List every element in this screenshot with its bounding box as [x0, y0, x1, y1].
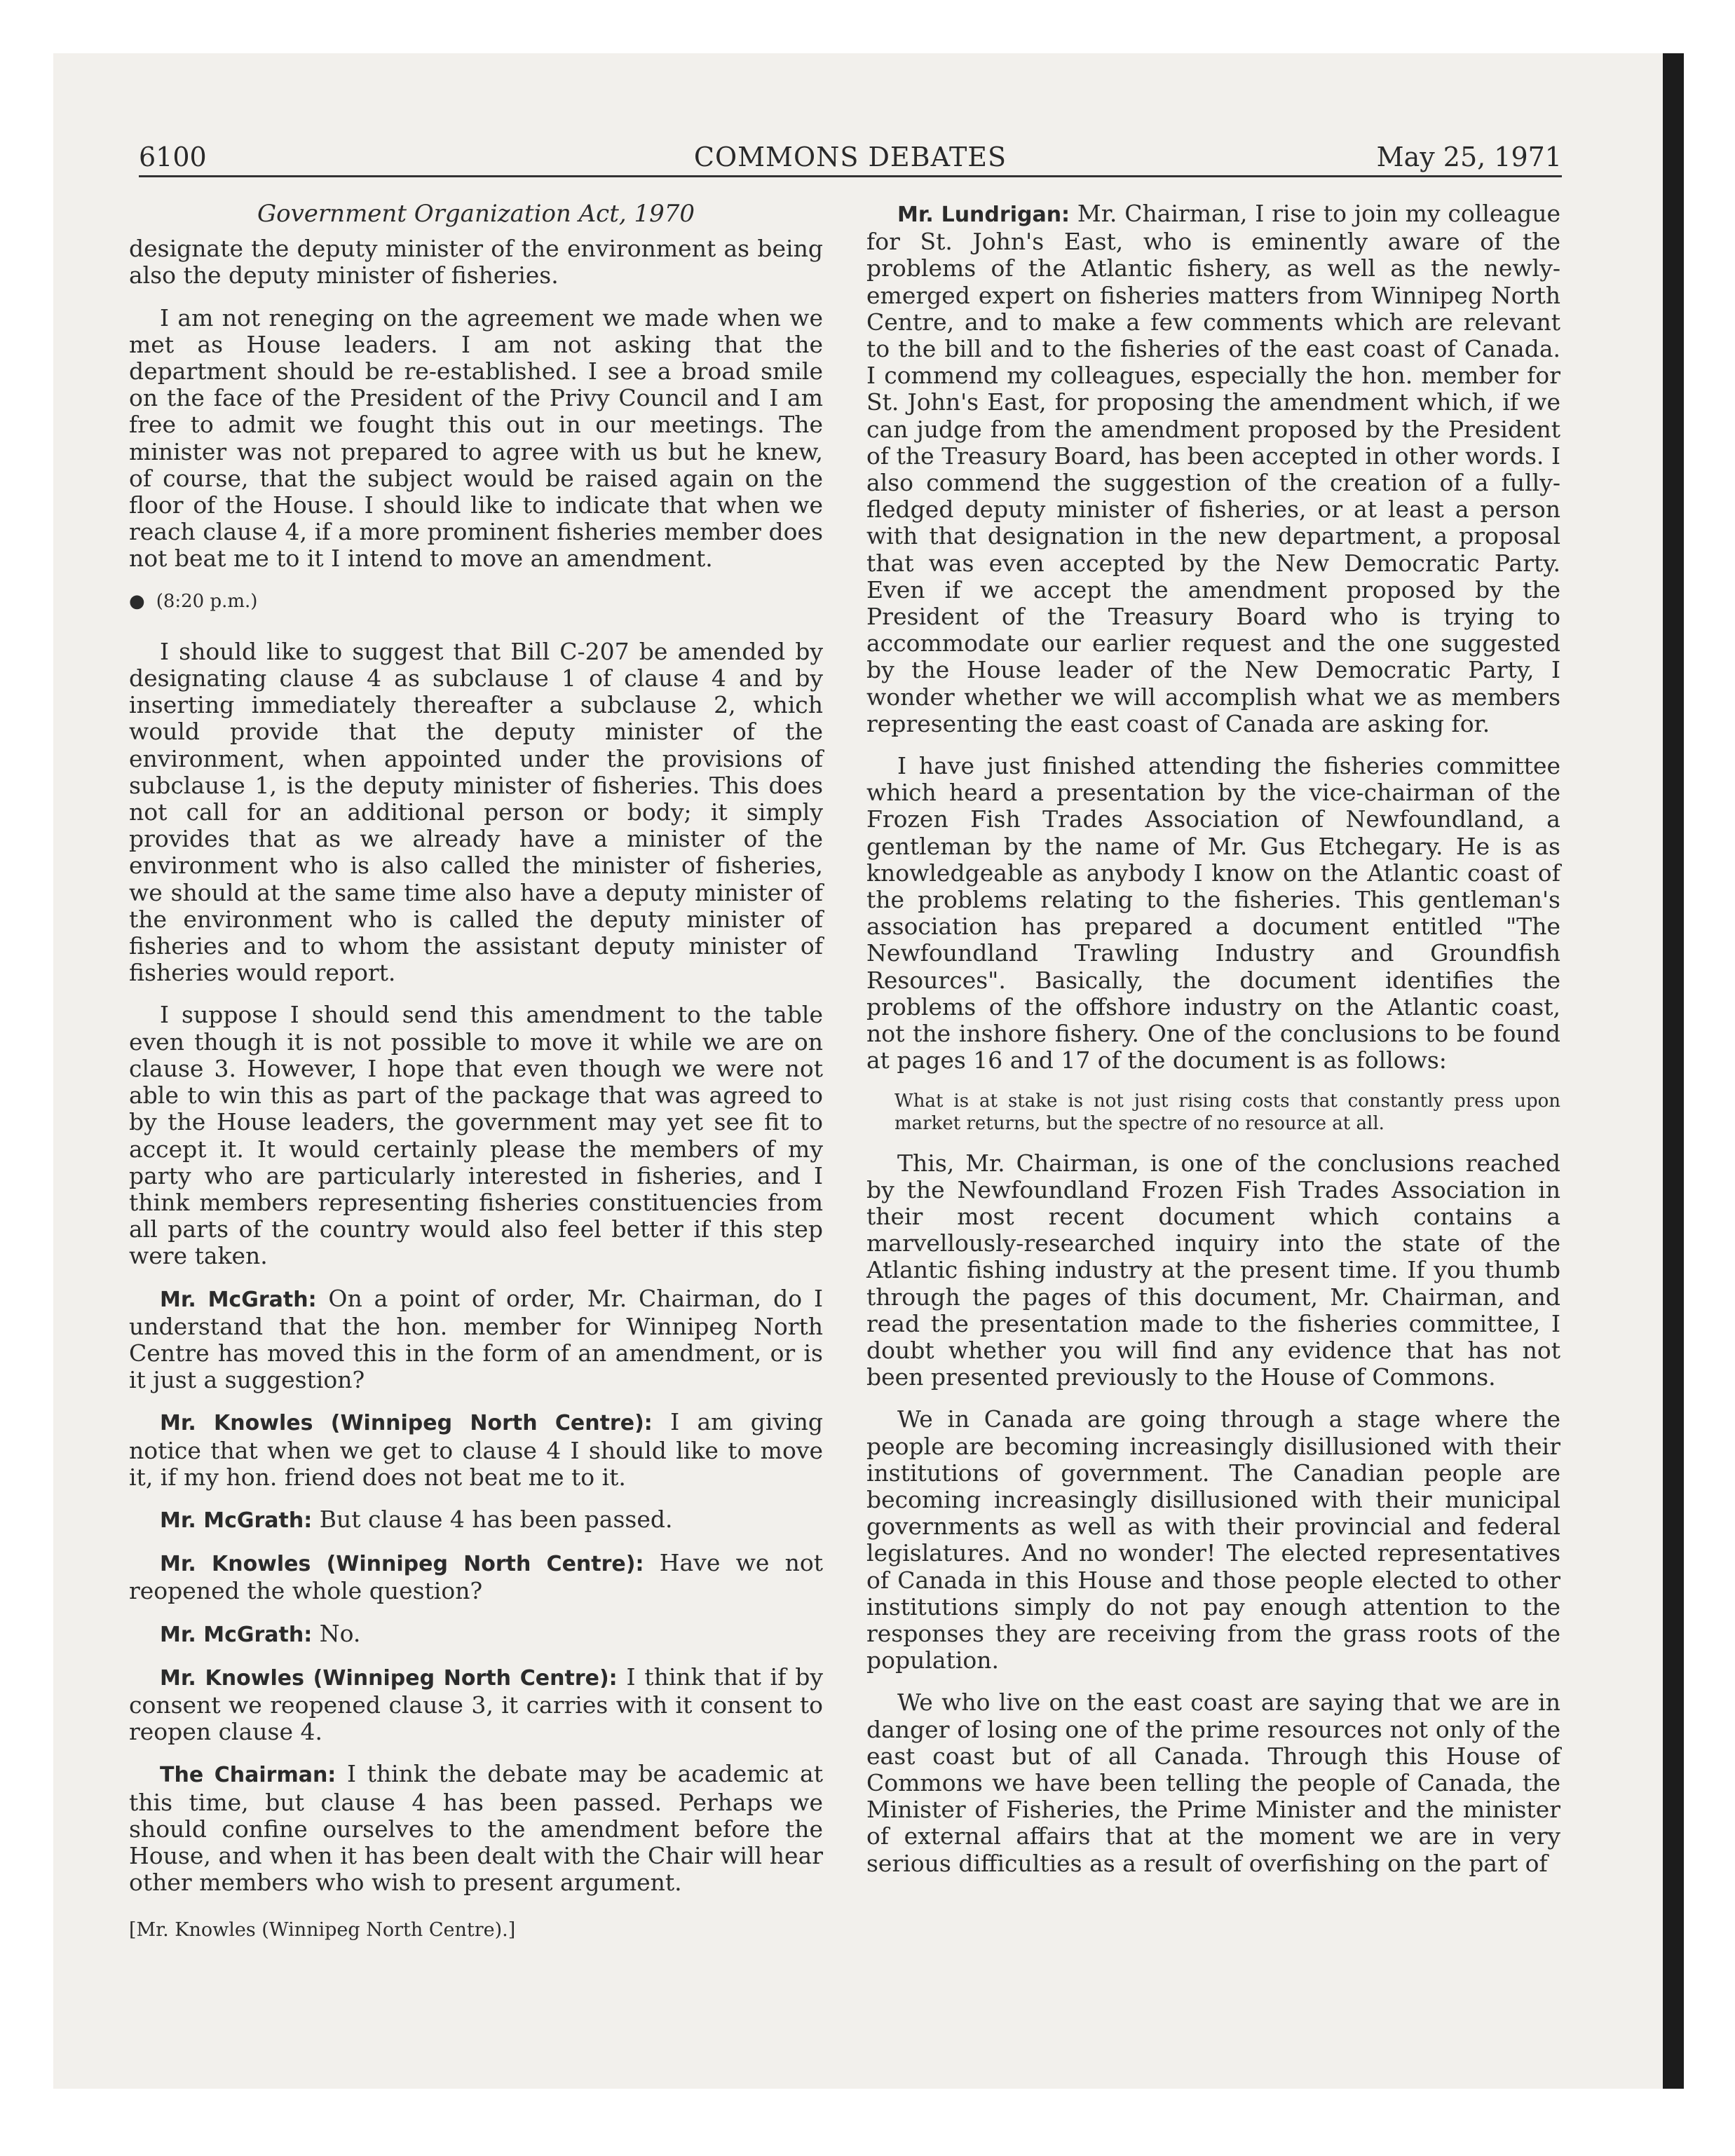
speech [129, 1761, 823, 1896]
left-column [129, 200, 823, 1944]
speech-text: Have we not reopened the whole question? [129, 1549, 823, 1605]
running-title: COMMONS DEBATES [693, 142, 1007, 172]
speech-text: Mr. Chairman, I rise to join my colleague for St. John's East, who is eminently aware of the problems of the Atlantic fishery, as well as the newly-emerged expert on fisheries matters from Winnipeg North Centre, and to make a few comments which are relevant to the bill and to the fisheries of the east coast of Canada. I commend my colleagues, especially the hon. member for St. John's East, for proposing the amendment which, if we can judge from the amendment proposed by the President of the Treasury Board, has been accepted in other words. I also commend the suggestion of the creation of a fully-fledged deputy minister of fisheries, or at least a person with that designation in the new department, a proposal that was even accepted by the New Democratic Party. Even if we accept the amendment proposed by the President of the Treasury Board who is trying to accommodate our earlier request and the one suggested by the House leader of the New Democratic Party, I wonder whether we will accomplish what we as members representing the east coast of Canada are asking for. [866, 200, 1560, 737]
speech [129, 1550, 823, 1604]
paragraph: I am not reneging on the agreement we made when we met as House leaders. I am not asking that the department should be re-established. I see a broad smile on the face of the President of the Privy Council and I am free to admit we fought this out in our meetings. The minister was not prepared to agree with us but he knew, of course, that the subject would be raised again on the floor of the House. I should like to indicate that when we reach clause 4, if a more prominent fisheries member does not beat me to it I intend to move an amendment. [129, 303, 823, 573]
speaker-name: Mr. Lundrigan: [897, 203, 1070, 227]
speaker-name: Mr. Knowles (Winnipeg North Centre): [160, 1665, 618, 1691]
speech-text: I think that if by consent we reopened clause 3, it carries with it consent to reopen clause 4. [129, 1663, 823, 1746]
speaker-name: Mr. McGrath: [160, 1622, 313, 1647]
page-number: 6100 [139, 142, 207, 172]
speech-text: But clause 4 has been passed. [312, 1505, 673, 1533]
paragraph: I suppose I should send this amendment to the table even though it is not possible to move it while we are on clause 3. However, I hope that even though we were not able to win this as part of the package that was agreed to by the House leaders, the government may yet see fit to accept it. It would certainly please the members of my party who are particularly interested in fisheries, and I think members representing fisheries constituencies from all parts of the country would also feel better if this step were taken. [129, 1001, 823, 1270]
speech [129, 1285, 823, 1394]
paragraph: designate the deputy minister of the environment as being also the deputy minister of fisheries. [129, 235, 823, 289]
paragraph: I should like to suggest that Bill C-207 be amended by designating clause 4 as subclause 1 of clause 4 and by inserting immediately thereafter a subclause 2, which would provide that the deputy minister of the environment, when appointed under the provisions of subclause 1, is the deputy minister of fisheries. This does not call for an additional person or body; it simply provides that as we already have a minister of the environment who is also called the minister of fisheries, we should at the same time also have a deputy minister of the environment who is called the deputy minister of fisheries and to whom the assistant deputy minister of fisheries would report. [129, 637, 823, 987]
right-column [866, 200, 1560, 1892]
speaker-name: The Chairman: [160, 1763, 336, 1788]
section-title: Government Organization Act, 1970 [257, 200, 695, 228]
speech [129, 1506, 823, 1534]
timestamp-text: (8:20 p.m.) [156, 590, 258, 612]
speaker-footer: [Mr. Knowles (Winnipeg North Centre).] [129, 1919, 516, 1942]
speaker-name: Mr. Knowles (Winnipeg North Centre): [160, 1411, 653, 1436]
speech-text: I am giving notice that when we get to clause 4 I should like to move it, if my hon. friend does not beat me to it. [129, 1408, 823, 1491]
speaker-name: Mr. McGrath: [160, 1508, 313, 1533]
speech-text: I think the debate may be academic at this time, but clause 4 has been passed. Perhaps we should confine ourselves to the amendment before the House, and when it has been dealt with the Chair will hear other members who wish to present argument. [129, 1760, 823, 1897]
paragraph: We who live on the east coast are saying that we are in danger of losing one of the prime resources not only of the east coast but of all Canada. Through this House of Commons we have been telling the people of Canada, the Minister of Fisheries, the Prime Minister and the minister of external affairs that at the moment we are in very serious difficulties as a result of overfishing on the part of [866, 1688, 1560, 1877]
page-header [139, 137, 1562, 177]
speech [129, 1409, 823, 1491]
paragraph: I have just finished attending the fisheries committee which heard a presentation by the vice-chairman of the Frozen Fish Trades Association of Newfoundland, a gentleman by the name of Mr. Gus Etchegary. He is as knowledgeable as anybody I know on the Atlantic coast of the problems relating to the fisheries. This gentleman's association has prepared a document entitled "The Newfoundland Trawling Industry and Groundfish Resources". Basically, the document identifies the problems of the offshore industry on the Atlantic coast, not the inshore fishery. One of the conclusions to be found at pages 16 and 17 of the document is as follows: [866, 752, 1560, 1074]
speaker-name: Mr. McGrath: [160, 1287, 317, 1312]
speech [129, 1664, 823, 1746]
header-date: May 25, 1971 [1376, 142, 1562, 172]
speech-text: No. [312, 1619, 361, 1647]
speech-text: On a point of order, Mr. Chairman, do I understand that the hon. member for Winnipeg North Centre has moved this in the form of an amendment, or is it just a suggestion? [129, 1284, 823, 1394]
paragraph: This, Mr. Chairman, is one of the conclusions reached by the Newfoundland Frozen Fish Trades Association in their most recent document which contains a marvellously-researched inquiry into the state of the Atlantic fishing industry at the present time. If you thumb through the pages of this document, Mr. Chairman, and read the presentation made to the fisheries committee, I doubt whether you will find any evidence that has not been presented previously to the House of Commons. [866, 1149, 1560, 1391]
bullet-icon: ● [129, 590, 145, 612]
scan-edge-shadow [1663, 53, 1684, 2089]
block-quote: What is at stake is not just rising costs that constantly press upon market returns, but the spectre of no resource at all. [894, 1090, 1560, 1134]
speech [129, 1621, 823, 1649]
speech [866, 200, 1560, 737]
speaker-name: Mr. Knowles (Winnipeg North Centre): [160, 1552, 644, 1577]
paragraph: We in Canada are going through a stage where the people are becoming increasingly disillusioned with their institutions of government. The Canadian people are becoming increasingly disillusioned with their municipal governments as well as with their provincial and federal legislatures. And no wonder! The elected representatives of Canada in this House and those people elected to other institutions simply do not pay enough attention to the responses they are receiving from the grass roots of the population. [866, 1405, 1560, 1674]
timestamp [129, 588, 823, 615]
